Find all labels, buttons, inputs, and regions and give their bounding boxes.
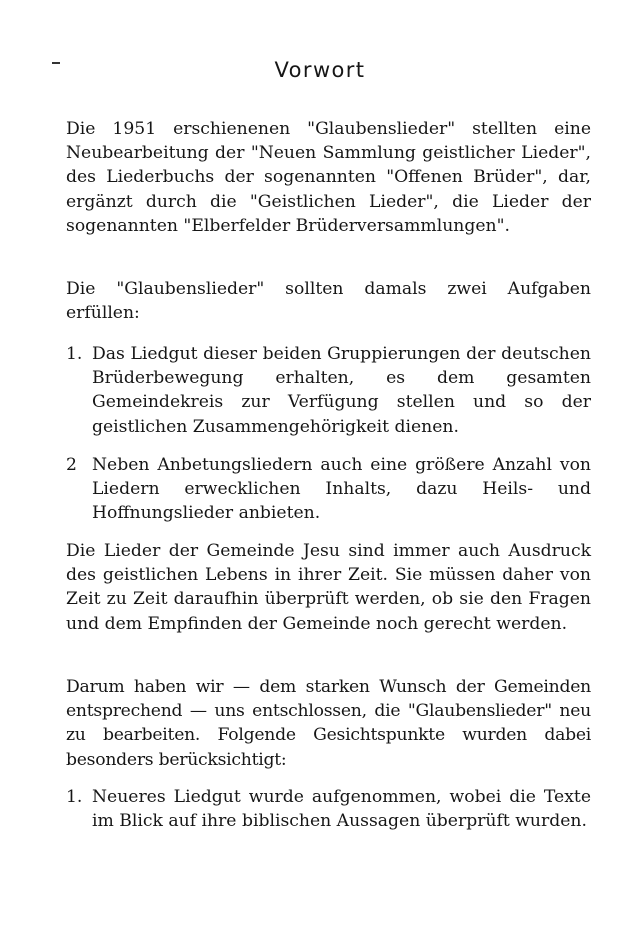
list-item-number: 1.	[66, 344, 83, 364]
list-item-text: Das Liedgut dieser beiden Gruppierungen der deutschen Brüderbewegung erhalten, es dem gesamten Gemeindekreis zur Verfügung stellen und so der geistlichen Zusammengehörigkeit dienen.	[92, 344, 591, 437]
paragraph-decision: Darum haben wir — dem starken Wunsch der Gemeinden entsprechend — uns entschlossen, die "Glaubenslieder" neu zu bearbeiten. Folgende Gesichtspunkte wurden dabei besonders berücksichtigt:	[66, 677, 591, 770]
list-item-task-2	[66, 453, 591, 526]
list-item-task-1	[66, 342, 591, 439]
paragraph-tasks-intro: Die "Glaubenslieder" sollten damals zwei Aufgaben erfüllen:	[66, 279, 591, 324]
list-item-criterion-1	[66, 785, 591, 833]
list-item-text: Neueres Liedgut wurde aufgenommen, wobei die Texte im Blick auf ihre biblischen Aussagen überprüft wurden.	[92, 787, 591, 832]
page-title: Vorwort	[274, 58, 366, 82]
list-item-number: 2	[66, 455, 77, 475]
paragraph-songs-expression: Die Lieder der Gemeinde Jesu sind immer auch Ausdruck des geistlichen Lebens in ihrer Zeit. Sie müssen daher von Zeit zu Zeit daraufhin überprüft werden, ob sie den Fragen und dem Empfinden der Gemeinde noch gerecht werden.	[66, 541, 591, 634]
list-item-number: 1.	[66, 787, 83, 807]
list-item-text: Neben Anbetungsliedern auch eine größere Anzahl von Liedern erwecklichen Inhalts, dazu Heils- und Hoffnungslieder anbieten.	[92, 455, 591, 524]
paragraph-intro: Die 1951 erschienenen "Glaubenslieder" stellten eine Neubearbeitung der "Neuen Sammlung geistlicher Lieder", des Liederbuchs der sogenannten "Offenen Brüder", dar, ergänzt durch die "Geistlichen Lieder", die Lieder der sogenannten "Elberfelder Brüderversammlungen".	[66, 119, 591, 236]
